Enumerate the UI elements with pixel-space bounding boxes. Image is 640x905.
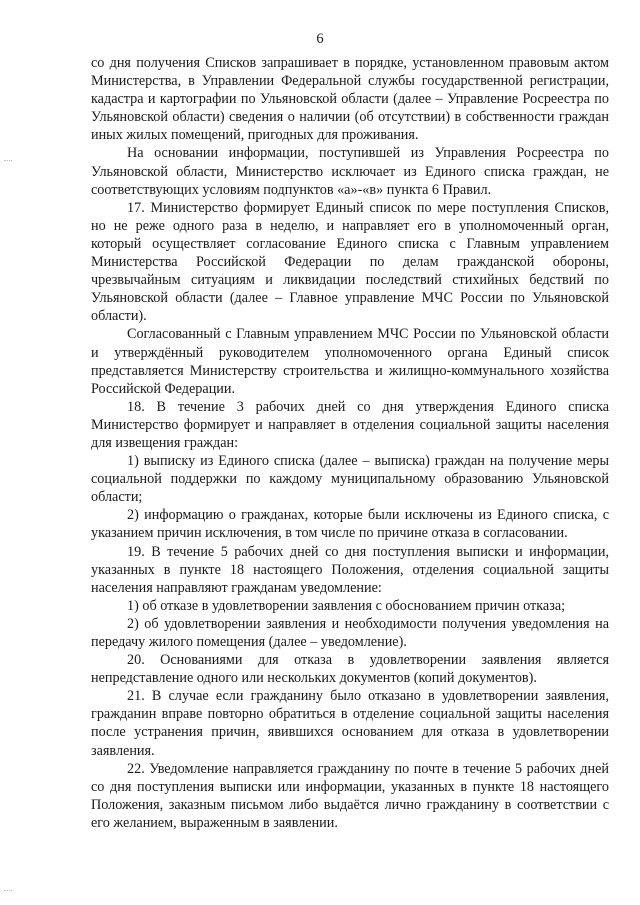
scan-edge-mark <box>4 890 12 891</box>
paragraph-item-22: 22. Уведомление направляется гражданину по почте в течение 5 рабочих дней со дня поступления выписки или информации, указанных в пункте 18 настоящего Положения, заказным письмом либо выдаётся лично гражданину в соответствии с его желанием, выраженным в заявлении. <box>91 760 609 831</box>
paragraph-item-19-sub-1: 1) об отказе в удовлетворении заявления с обоснованием причин отказа; <box>127 597 566 614</box>
paragraph-item-18: 18. В течение 3 рабочих дней со дня утверждения Единого списка Министерство формирует и направляет в отделения социальной защиты населения для извещения граждан: <box>91 398 609 451</box>
paragraph-item-17: 17. Министерство формирует Единый список по мере поступления Списков, но не реже одного раза в неделю, и направляет его в уполномоченный орган, который осуществляет согласование Единого списка с Главным управлением Министерства Российской Федерации по делам гражданской обороны, чрезвычайным ситуациям и ликвидации последствий стихийных бедствий по Ульяновской области (далее – Главное управление МЧС России по Ульяновской области). <box>91 199 609 325</box>
paragraph-item-17-approval: Согласованный с Главным управлением МЧС России по Ульяновской области и утверждённый руководителем уполномоченного органа Единый список представляется Министерству строительства и жилищно-коммунального хозяйства Российской Федерации. <box>91 326 609 397</box>
document-body <box>91 54 609 832</box>
page-number: 6 <box>316 31 324 47</box>
paragraph-continuation: со дня получения Списков запрашивает в порядке, установленном правовым актом Министерства, в Управлении Федеральной службы государственной регистрации, кадастра и картографии по Ульяновской области (далее – Управление Росреестра по Ульяновской области) сведения о наличии (об отсутствии) в собственности граждан иных жилых помещений, пригодных для проживания. <box>91 55 609 144</box>
paragraph-item-19: 19. В течение 5 рабочих дней со дня поступления выписки и информации, указанных в пункте 18 настоящего Положения, отделения социальной защиты населения направляют гражданам уведомление: <box>91 543 609 596</box>
paragraph-item-21: 21. В случае если гражданину было отказано в удовлетворении заявления, гражданин вправе повторно обратиться в отделение социальной защиты населения после устранения причин, явившихся основанием для отказа в удовлетворении заявления. <box>91 688 609 759</box>
paragraph-rosreestr-exclusion: На основании информации, поступившей из Управления Росреестра по Ульяновской области, Министерство исключает из Единого списка граждан, не соответствующих условиям подпунктов «а»-«в» пункта 6 Правил. <box>91 145 609 198</box>
paragraph-item-19-sub-2: 2) об удовлетворении заявления и необходимости получения уведомления на передачу жилого помещения (далее – уведомление). <box>91 615 609 650</box>
scan-edge-mark <box>4 160 12 161</box>
paragraph-item-18-sub-2: 2) информацию о гражданах, которые были исключены из Единого списка, с указанием причин исключения, в том числе по причине отказа в согласовании. <box>91 507 609 542</box>
paragraph-item-20: 20. Основаниями для отказа в удовлетворении заявления является непредставление одного или нескольких документов (копий документов). <box>91 652 609 687</box>
paragraph-item-18-sub-1: 1) выписку из Единого списка (далее – выписка) граждан на получение меры социальной поддержки по каждому муниципальному образованию Ульяновской области; <box>91 453 609 506</box>
